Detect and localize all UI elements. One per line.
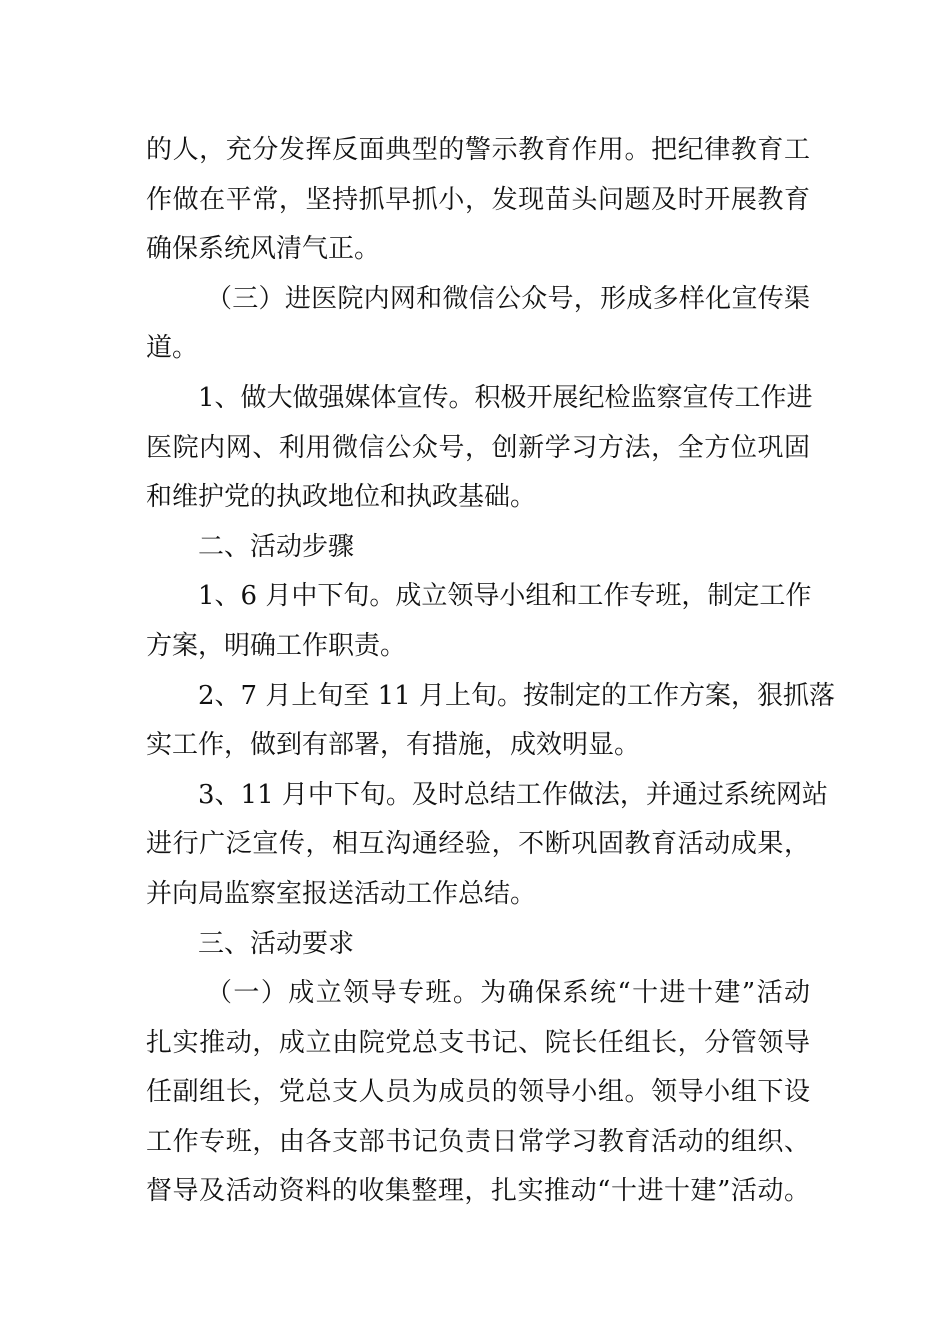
paragraph-line: 方案，明确工作职责。 xyxy=(146,630,407,661)
document-body xyxy=(146,126,835,1217)
section-heading: 三、活动要求 xyxy=(198,928,355,959)
paragraph-line: 1、6 月中下旬。成立领导小组和工作专班，制定工作 xyxy=(198,581,812,612)
section-heading: 二、活动步骤 xyxy=(198,531,355,562)
paragraph-line: 作做在平常，坚持抓早抓小，发现苗头问题及时开展教育 xyxy=(146,184,810,215)
paragraph-line: 和维护党的执政地位和执政基础。 xyxy=(146,482,537,513)
section-heading-line: （三）进医院内网和微信公众号，形成多样化宣传渠 xyxy=(206,283,810,314)
paragraph-line: 2、7 月上旬至 11 月上旬。按制定的工作方案，狠抓落 xyxy=(198,680,835,711)
paragraph-line: 督导及活动资料的收集整理，扎实推动“十进十建”活动。 xyxy=(146,1176,810,1207)
paragraph-line: 的人，充分发挥反面典型的警示教育作用。把纪律教育工 xyxy=(146,135,810,165)
paragraph-line: 实工作，做到有部署，有措施，成效明显。 xyxy=(146,730,641,761)
paragraph-line: 进行广泛宣传，相互沟通经验，不断巩固教育活动成果， xyxy=(146,829,810,860)
paragraph-line: 1、做大做强媒体宣传。积极开展纪检监察宣传工作进 xyxy=(198,382,813,413)
paragraph-line: 3、11 月中下旬。及时总结工作做法，并通过系统网站 xyxy=(198,779,828,810)
paragraph-line: 医院内网、利用微信公众号，创新学习方法，全方位巩固 xyxy=(146,432,810,463)
paragraph-line: 工作专班，由各支部书记负责日常学习教育活动的组织、 xyxy=(146,1126,810,1157)
paragraph-line: 并向局监察室报送活动工作总结。 xyxy=(146,878,537,909)
paragraph-line: 确保系统风清气正。 xyxy=(146,234,381,265)
paragraph-line: （一）成立领导专班。为确保系统“十进十建”活动 xyxy=(206,978,810,1009)
paragraph-line: 扎实推动，成立由院党总支书记、院长任组长，分管领导 xyxy=(146,1027,810,1058)
section-heading-line: 道。 xyxy=(146,333,199,364)
paragraph-line: 任副组长，党总支人员为成员的领导小组。领导小组下设 xyxy=(146,1077,810,1108)
